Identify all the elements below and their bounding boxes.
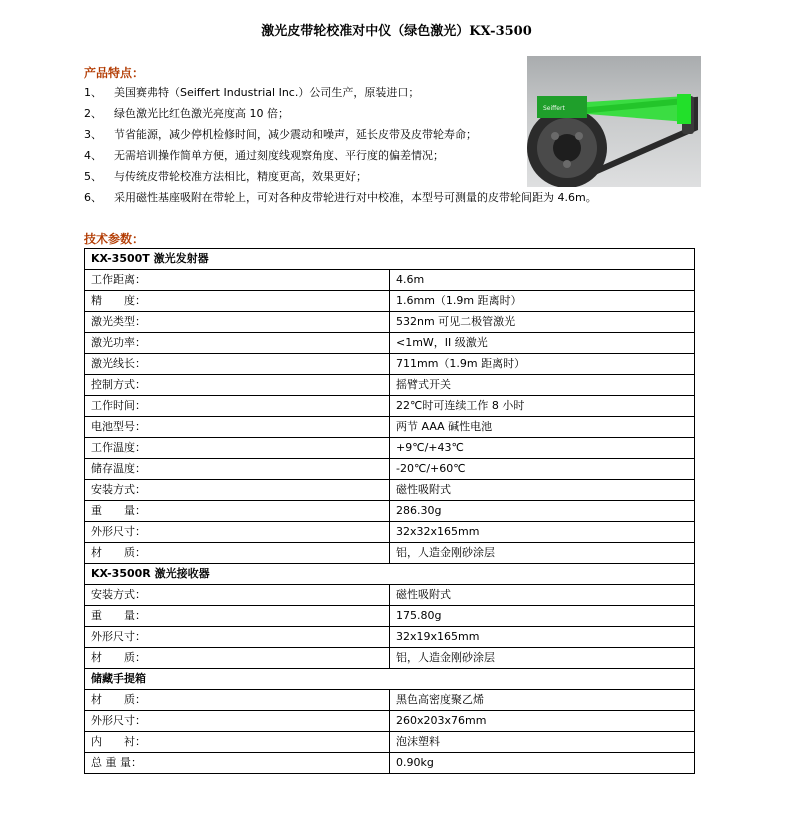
table-row (85, 291, 695, 312)
table-row (85, 606, 695, 627)
spec-label: 外形尺寸： (85, 711, 390, 732)
group-title: KX-3500T 激光发射器 (85, 249, 695, 270)
table-row (85, 354, 695, 375)
spec-label: 精 度： (85, 291, 390, 312)
spec-label: 储存温度： (85, 459, 390, 480)
spec-value: 黑色高密度聚乙烯 (390, 690, 695, 711)
feature-number: 1、 (84, 86, 102, 99)
table-row (85, 396, 695, 417)
spec-value: 22℃时可连续工作 8 小时 (390, 396, 695, 417)
feature-number: 3、 (84, 128, 102, 141)
spec-label: 安装方式： (85, 585, 390, 606)
spec-value: 1.6mm（1.9m 距离时） (390, 291, 695, 312)
spec-value: -20℃/+60℃ (390, 459, 695, 480)
spec-value: 532nm 可见二极管激光 (390, 312, 695, 333)
spec-label: 电池型号： (85, 417, 390, 438)
spec-label: 材 质： (85, 543, 390, 564)
feature-item (84, 187, 684, 208)
table-row (85, 417, 695, 438)
spec-table (84, 248, 695, 774)
spec-label: 材 质： (85, 648, 390, 669)
feature-text: 无需培训操作简单方便，通过刻度线观察角度、平行度的偏差情况； (114, 149, 444, 162)
spec-value: 32x32x165mm (390, 522, 695, 543)
document-title: 激光皮带轮校准对中仪（绿色激光）KX-3500 (261, 24, 532, 39)
spec-label: 工作距离： (85, 270, 390, 291)
feature-text: 绿色激光比红色激光亮度高 10 倍； (114, 107, 289, 120)
group-header-row (85, 564, 695, 585)
table-row (85, 627, 695, 648)
spec-value: 175.80g (390, 606, 695, 627)
spec-label: 激光线长： (85, 354, 390, 375)
spec-label: 外形尺寸： (85, 627, 390, 648)
spec-label: 重 量： (85, 606, 390, 627)
spec-value: 两节 AAA 碱性电池 (390, 417, 695, 438)
feature-text: 与传统皮带轮校准方法相比，精度更高，效果更好； (114, 170, 367, 183)
table-row (85, 438, 695, 459)
spec-value: 0.90kg (390, 753, 695, 774)
spec-label: 激光类型： (85, 312, 390, 333)
spec-label: 控制方式： (85, 375, 390, 396)
spec-value: 泡沫塑料 (390, 732, 695, 753)
spec-label: 内 衬： (85, 732, 390, 753)
product-photo (527, 56, 701, 187)
spec-value: 711mm（1.9m 距离时） (390, 354, 695, 375)
table-row (85, 753, 695, 774)
spec-label: 外形尺寸： (85, 522, 390, 543)
table-row (85, 543, 695, 564)
group-header-row (85, 669, 695, 690)
feature-number: 6、 (84, 191, 102, 204)
spec-value: 286.30g (390, 501, 695, 522)
spec-value: +9℃/+43℃ (390, 438, 695, 459)
feature-text: 美国赛弗特（Seiffert Industrial Inc.）公司生产，原装进口； (114, 86, 420, 99)
svg-text:Seiffert: Seiffert (543, 105, 565, 112)
feature-text: 节省能源，减少停机检修时间，减少震动和噪声，延长皮带及皮带轮寿命； (114, 128, 477, 141)
spec-label: 工作时间： (85, 396, 390, 417)
feature-number: 4、 (84, 149, 102, 162)
spec-value: 32x19x165mm (390, 627, 695, 648)
table-row (85, 585, 695, 606)
table-row (85, 333, 695, 354)
table-row (85, 711, 695, 732)
laser-pulley-illustration (527, 56, 701, 187)
spec-value: <1mW，II 级激光 (390, 333, 695, 354)
group-title: KX-3500R 激光接收器 (85, 564, 695, 585)
spec-label: 激光功率： (85, 333, 390, 354)
group-title: 储藏手提箱 (85, 669, 695, 690)
specs-heading: 技术参数： (84, 232, 145, 246)
feature-text: 采用磁性基座吸附在带轮上，可对各种皮带轮进行对中校准，本型号可测量的皮带轮间距为 4.6m。 (114, 191, 597, 204)
table-row (85, 459, 695, 480)
table-row (85, 312, 695, 333)
spec-value: 磁性吸附式 (390, 585, 695, 606)
features-heading: 产品特点： (84, 66, 145, 80)
spec-value: 磁性吸附式 (390, 480, 695, 501)
spec-label: 工作温度： (85, 438, 390, 459)
spec-value: 摇臂式开关 (390, 375, 695, 396)
spec-value: 4.6m (390, 270, 695, 291)
spec-value: 铝，人造金刚砂涂层 (390, 543, 695, 564)
spec-label: 安装方式： (85, 480, 390, 501)
feature-number: 5、 (84, 170, 102, 183)
table-row (85, 732, 695, 753)
table-row (85, 522, 695, 543)
table-row (85, 375, 695, 396)
group-header-row (85, 249, 695, 270)
table-row (85, 270, 695, 291)
spec-label: 重 量： (85, 501, 390, 522)
spec-value: 铝，人造金刚砂涂层 (390, 648, 695, 669)
feature-number: 2、 (84, 107, 102, 120)
table-row (85, 501, 695, 522)
spec-label: 总 重 量： (85, 753, 390, 774)
table-row (85, 690, 695, 711)
spec-value: 260x203x76mm (390, 711, 695, 732)
spec-label: 材 质： (85, 690, 390, 711)
table-row (85, 648, 695, 669)
table-row (85, 480, 695, 501)
